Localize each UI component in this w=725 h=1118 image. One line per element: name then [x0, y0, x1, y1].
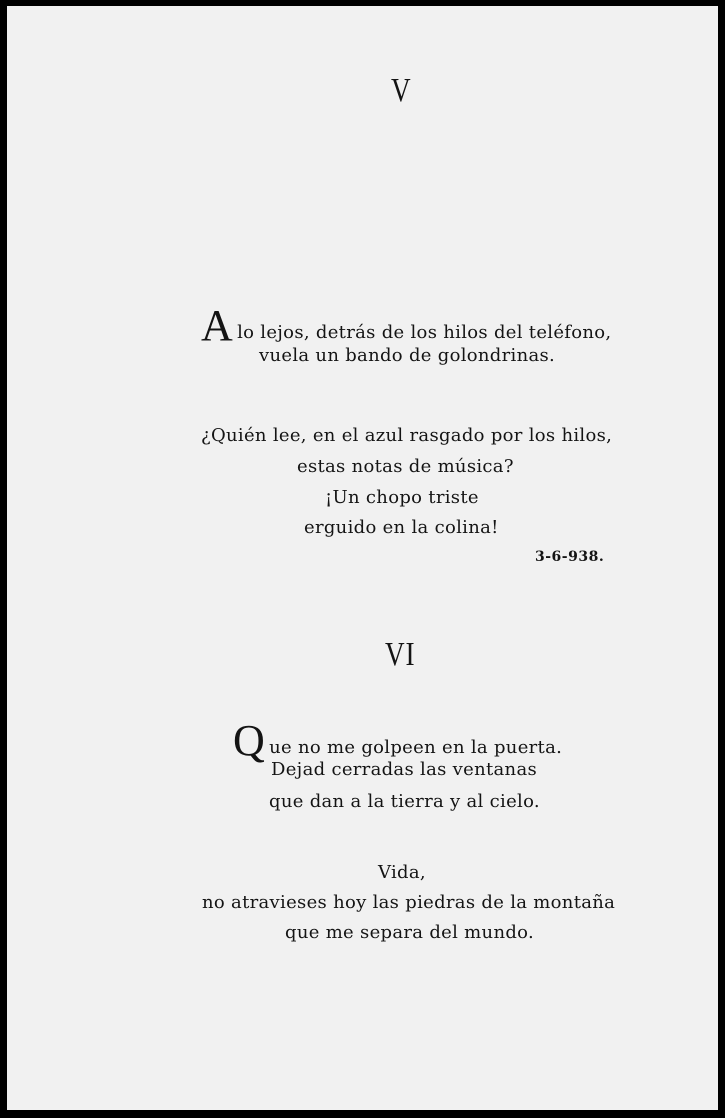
section-vi-stanza1-line1 — [233, 716, 563, 765]
section-vi-stanza2-line1: Vida, — [378, 862, 426, 883]
section-v-numeral: V — [391, 72, 412, 109]
section-v-stanza2-line1: ¿Quién lee, en el azul rasgado por los hilos, — [201, 425, 613, 446]
poem-page — [7, 6, 718, 1110]
section-vi-stanza1-line3: que dan a la tierra y al cielo. — [269, 791, 540, 812]
section-v-stanza2-line2: estas notas de música? — [297, 456, 514, 477]
section-v-stanza1-line1-text: lo lejos, detrás de los hilos del teléfono, — [237, 322, 612, 343]
section-v-dropcap: A — [201, 301, 234, 350]
section-vi-stanza1-line2: Dejad cerradas las ventanas — [271, 759, 538, 780]
section-v-stanza2-line4: erguido en la colina! — [304, 517, 499, 538]
section-vi-stanza1-line1-text: ue no me golpeen en la puerta. — [269, 737, 563, 758]
section-vi-dropcap: Q — [233, 716, 266, 765]
section-vi-stanza2-line2: no atravieses hoy las piedras de la montaña — [202, 892, 616, 913]
section-vi-numeral: VI — [385, 636, 416, 673]
section-vi-stanza2-line3: que me separa del mundo. — [285, 922, 535, 943]
section-v-date: 3-6-938. — [535, 549, 605, 565]
section-v-stanza2-line3: ¡Un chopo triste — [325, 487, 479, 508]
section-v-stanza1-line2: vuela un bando de golondrinas. — [259, 345, 556, 366]
section-v-stanza1-line1 — [201, 301, 612, 350]
